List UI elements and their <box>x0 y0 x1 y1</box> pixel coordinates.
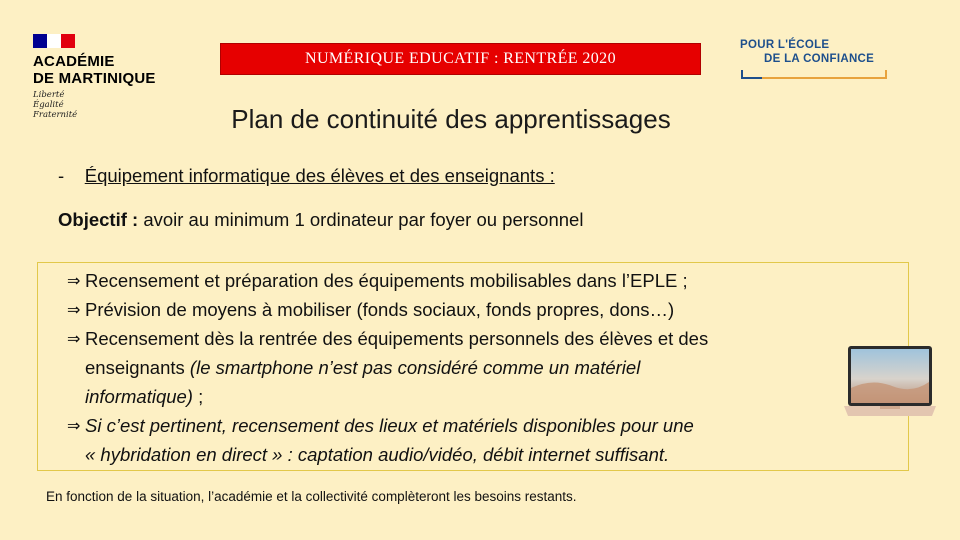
footer-note: En fonction de la situation, l’académie et la collectivité complèteront les besoins restants. <box>46 489 577 504</box>
objective-line <box>58 209 583 231</box>
banner-text: NUMÉRIQUE EDUCATIF : RENTRÉE 2020 <box>305 50 616 67</box>
laptop-icon <box>842 344 938 420</box>
objective-text: avoir au minimum 1 ordinateur par foyer ou personnel <box>143 209 584 230</box>
list-item: ⇒ Recensement dès la rentrée des équipements personnels des élèves et des enseignants (le smartphone n’est pas considéré comme un matériel informatique) ; <box>67 324 837 411</box>
implies-arrow-icon: ⇒ <box>67 300 81 319</box>
objective-label: Objectif : <box>58 209 139 230</box>
ecole-confiance-logo: POUR L'ÉCOLE DE LA CONFIANCE <box>740 38 890 66</box>
header-banner <box>220 43 701 75</box>
logo-underline-icon <box>740 68 890 82</box>
implies-arrow-icon: ⇒ <box>67 271 81 290</box>
list-item: ⇒ Prévision de moyens à mobiliser (fonds sociaux, fonds propres, dons…) <box>67 295 837 324</box>
implies-arrow-icon: ⇒ <box>67 329 81 348</box>
implies-arrow-icon: ⇒ <box>67 416 81 435</box>
academie-name: ACADÉMIE DE MARTINIQUE <box>33 53 156 87</box>
marianne-flag-icon <box>33 34 75 48</box>
page-title: Plan de continuité des apprentissages <box>231 104 671 134</box>
list-item: ⇒ Recensement et préparation des équipements mobilisables dans l’EPLE ; <box>67 266 837 295</box>
measures-list <box>67 266 837 469</box>
list-item: ⇒ Si c’est pertinent, recensement des lieux et matériels disponibles pour une « hybridation en direct » : captation audio/vidéo, débit internet suffisant. <box>67 411 837 469</box>
republic-motto: Liberté Égalité Fraternité <box>33 90 78 120</box>
section-heading: - Équipement informatique des élèves et des enseignants : <box>58 165 555 186</box>
